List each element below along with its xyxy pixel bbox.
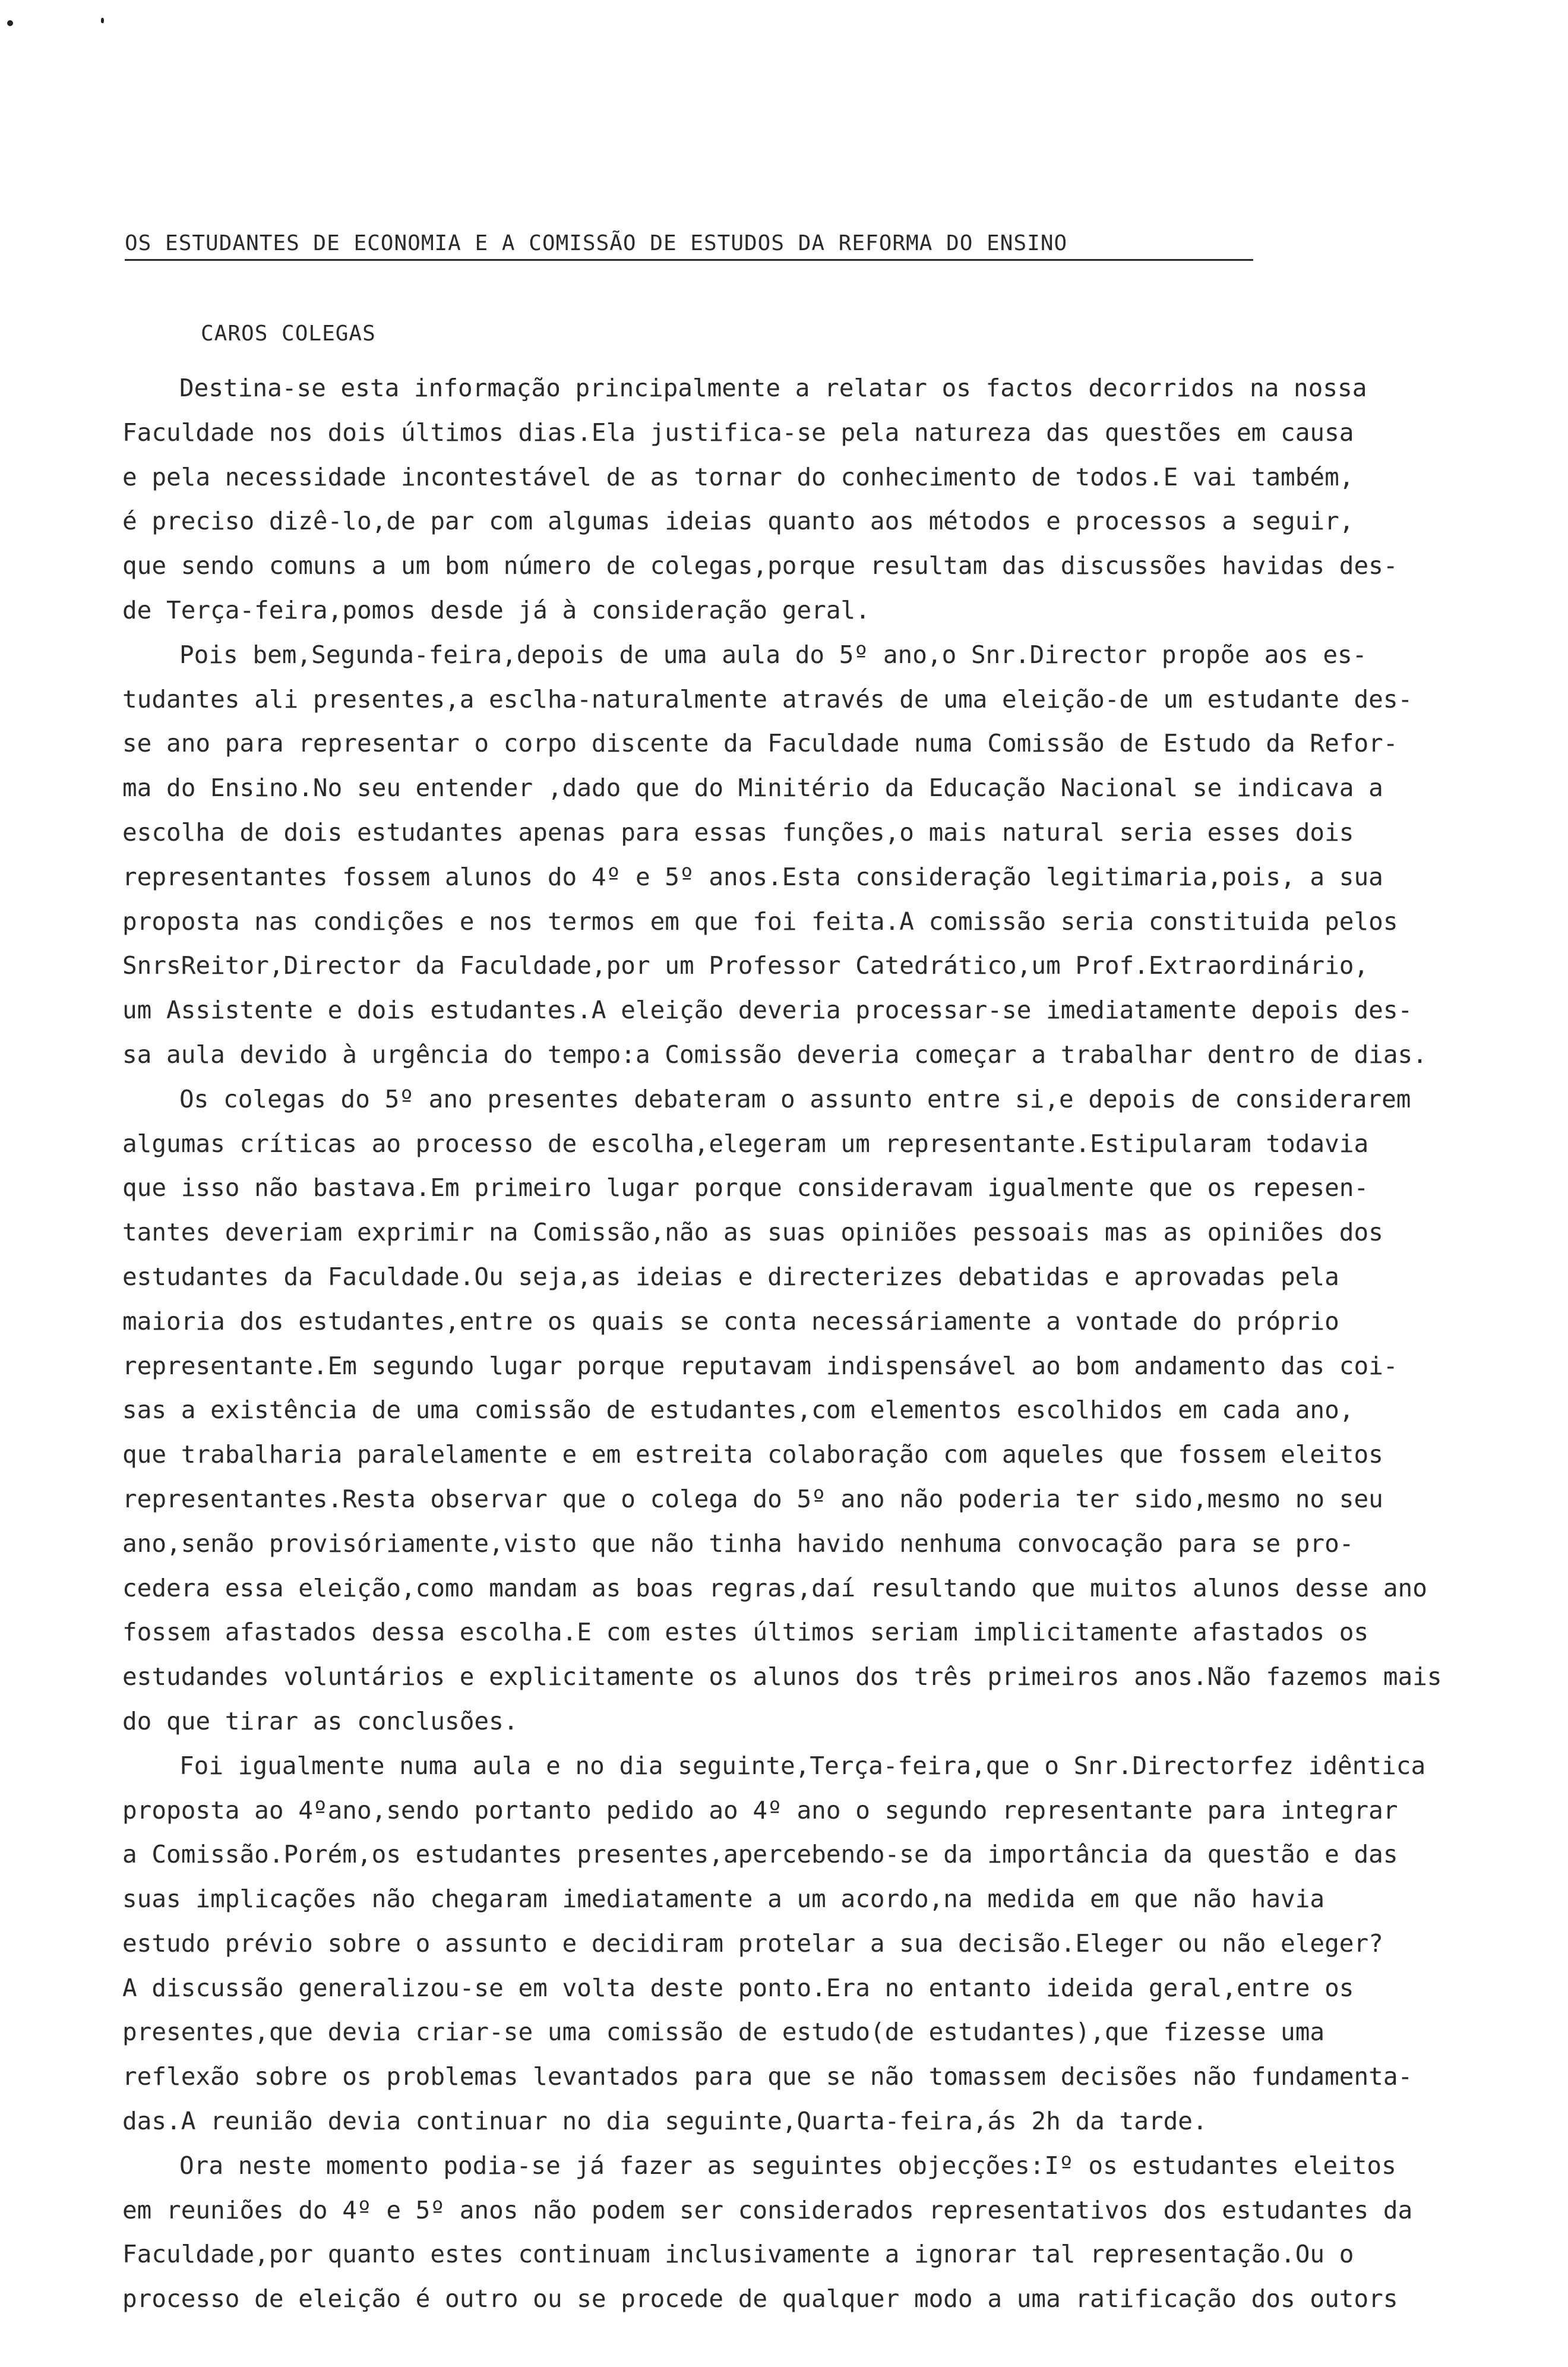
text-line: estudandes voluntários e explicitamente os alunos dos três primeiros anos.Não fazemos mais xyxy=(122,1662,1442,1691)
text-line: Os colegas do 5º ano presentes debateram o assunto entre si,e depois de considerarem xyxy=(179,1084,1411,1113)
document-title: OS ESTUDANTES DE ECONOMIA E A COMISSÃO DE ESTUDOS DA REFORMA DO ENSINO xyxy=(125,229,1253,261)
text-line: maioria dos estudantes,entre os quais se conta necessáriamente a vontade do próprio xyxy=(122,1306,1339,1336)
text-line: fossem afastados dessa escolha.E com estes últimos seriam implicitamente afastados os xyxy=(122,1618,1369,1647)
text-line: suas implicações não chegaram imediatamente a um acordo,na medida em que não havia xyxy=(122,1885,1325,1914)
text-line: estudantes da Faculdade.Ou seja,as ideias e directerizes debatidas e aprovadas pela xyxy=(122,1262,1339,1291)
text-line: que sendo comuns a um bom número de colegas,porque resultam das discussões havidas des- xyxy=(122,551,1398,580)
text-line: tudantes ali presentes,a esclha-naturalmente através de uma eleição-de um estudante des- xyxy=(122,684,1413,714)
text-line: de Terça-feira,pomos desde já à consideração geral. xyxy=(122,595,870,624)
text-line: representante.Em segundo lugar porque reputavam indispensável ao bom andamento das coi- xyxy=(122,1351,1398,1380)
scan-speck-mark xyxy=(101,18,104,23)
text-line: algumas críticas ao processo de escolha,elegeram um representante.Estipularam todavia xyxy=(122,1129,1369,1158)
salutation: CAROS COLEGAS xyxy=(201,321,376,346)
text-line: que trabalharia paralelamente e em estreita colaboração com aqueles que fossem eleitos xyxy=(122,1440,1383,1469)
text-line: Destina-se esta informação principalmente a relatar os factos decorridos na nossa xyxy=(179,374,1367,402)
text-line: ma do Ensino.No seu entender ,dado que do Minitério da Educação Nacional se indicava a xyxy=(122,774,1383,803)
text-line: reflexão sobre os problemas levantados para que se não tomassem decisões não fundamenta- xyxy=(122,2062,1413,2091)
text-line: cedera essa eleição,como mandam as boas regras,daí resultando que muitos alunos desse ano xyxy=(122,1573,1427,1602)
text-line: sas a existência de uma comissão de estudantes,com elementos escolhidos em cada ano, xyxy=(122,1396,1354,1425)
text-line: em reuniões do 4º e 5º anos não podem ser considerados representativos dos estudantes da xyxy=(122,2195,1413,2224)
text-line: um Assistente e dois estudantes.A eleição deveria processar-se imediatamente depois des- xyxy=(122,996,1413,1025)
text-line: que isso não bastava.Em primeiro lugar porque consideravam igualmente que os repesen- xyxy=(122,1173,1369,1203)
text-line: presentes,que devia criar-se uma comissão de estudo(de estudantes),que fizesse uma xyxy=(122,2018,1325,2047)
text-line: a Comissão.Porém,os estudantes presentes,apercebendo-se da importância da questão e das xyxy=(122,1840,1398,1869)
text-line: Pois bem,Segunda-feira,depois de uma aula do 5º ano,o Snr.Director propõe aos es- xyxy=(179,640,1367,669)
text-line: estudo prévio sobre o assunto e decidiram protelar a sua decisão.Eleger ou não eleger? xyxy=(122,1929,1383,1958)
text-line: tantes deveriam exprimir na Comissão,não as suas opiniões pessoais mas as opiniões dos xyxy=(122,1218,1383,1247)
text-line: Ora neste momento podia-se já fazer as seguintes objecções:Iº os estudantes eleitos xyxy=(179,2151,1396,2180)
text-line: das.A reunião devia continuar no dia seguinte,Quarta-feira,ás 2h da tarde. xyxy=(122,2107,1207,2136)
text-line: SnrsReitor,Director da Faculdade,por um Professor Catedrático,um Prof.Extraordinário, xyxy=(122,951,1369,980)
text-line: Faculdade,por quanto estes continuam inclusivamente a ignorar tal representação.Ou o xyxy=(122,2240,1354,2269)
text-line: sa aula devido à urgência do tempo:a Comissão deveria começar a trabalhar dentro de dias. xyxy=(122,1040,1427,1069)
text-line: processo de eleição é outro ou se procede de qualquer modo a uma ratificação dos outors xyxy=(122,2284,1398,2314)
text-line: é preciso dizê-lo,de par com algumas ideias quanto aos métodos e processos a seguir, xyxy=(122,507,1354,536)
text-line: A discussão generalizou-se em volta deste ponto.Era no entanto ideida geral,entre os xyxy=(122,1973,1354,2002)
text-line: proposta nas condições e nos termos em que foi feita.A comissão seria constituida pelos xyxy=(122,907,1398,936)
document-body xyxy=(122,366,1453,2321)
text-line: Foi igualmente numa aula e no dia seguinte,Terça-feira,que o Snr.Directorfez idêntica xyxy=(179,1751,1426,1780)
text-line: ano,senão provisóriamente,visto que não tinha havido nenhuma convocação para se pro- xyxy=(122,1529,1354,1558)
text-line: representantes fossem alunos do 4º e 5º anos.Esta consideração legitimaria,pois, a sua xyxy=(122,862,1383,891)
text-line: e pela necessidade incontestável de as tornar do conhecimento de todos.E vai também, xyxy=(122,462,1354,491)
scan-speck-mark xyxy=(7,20,13,26)
text-line: do que tirar as conclusões. xyxy=(122,1706,519,1735)
text-line: escolha de dois estudantes apenas para essas funções,o mais natural seria esses dois xyxy=(122,818,1354,847)
text-line: proposta ao 4ºano,sendo portanto pedido ao 4º ano o segundo representante para integrar xyxy=(122,1795,1398,1825)
text-line: representantes.Resta observar que o colega do 5º ano não poderia ter sido,mesmo no seu xyxy=(122,1484,1383,1513)
text-line: Faculdade nos dois últimos dias.Ela justifica-se pela natureza das questões em causa xyxy=(122,418,1354,447)
text-line: se ano para representar o corpo discente da Faculdade numa Comissão de Estudo da Refor- xyxy=(122,729,1398,758)
